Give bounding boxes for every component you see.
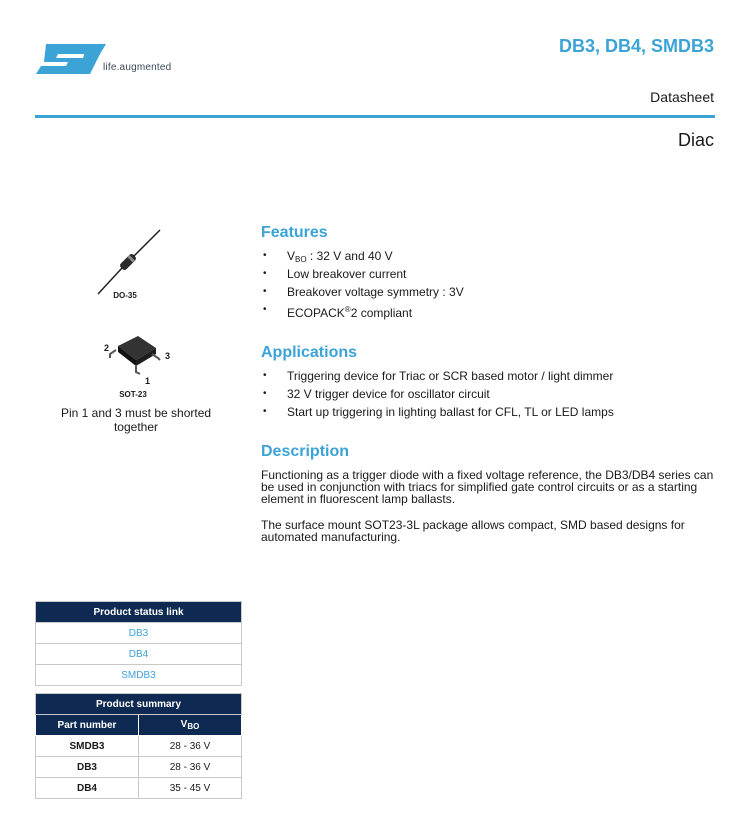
application-item: • Start up triggering in lighting ballast for CFL, TL or LED lamps — [261, 403, 614, 421]
table-row — [36, 778, 242, 799]
feature-item: • ECOPACK®2 compliant — [261, 301, 464, 319]
application-item: • Triggering device for Triac or SCR based motor / light dimmer — [261, 367, 614, 385]
vbo-cell: 28 - 36 V — [139, 757, 242, 778]
pin-label-2: 2 — [104, 343, 110, 353]
logo-tagline: life.augmented — [103, 62, 172, 73]
part-cell: DB3 — [36, 757, 139, 778]
feature-item: • Breakover voltage symmetry : 3V — [261, 283, 464, 301]
status-link-db4[interactable]: DB4 — [36, 644, 242, 665]
table-row — [36, 757, 242, 778]
col-part-number: Part number — [36, 715, 139, 736]
pin-note: Pin 1 and 3 must be shorted together — [60, 406, 212, 434]
do35-label: DO-35 — [113, 291, 137, 300]
product-summary-table — [35, 693, 242, 799]
part-cell: SMDB3 — [36, 736, 139, 757]
do35-package-icon — [92, 226, 166, 298]
feature-item: • $V_{BO}$ : 32 V and 40 V — [261, 247, 464, 265]
applications-list — [261, 367, 614, 421]
description-paragraph: Functioning as a trigger diode with a fixed voltage reference, the DB3/DB4 series can be used in conjunction with triacs for simplified gate control circuits or as a starting element in fluorescent lamp ballasts. — [261, 468, 714, 506]
vbo-cell: 28 - 36 V — [139, 736, 242, 757]
sot23-package-icon — [108, 330, 164, 376]
features-list — [261, 247, 464, 319]
document-title: DB3, DB4, SMDB3 — [558, 36, 714, 56]
description-paragraph: The surface mount SOT23-3L package allows compact, SMD based designs for automated manufacturing. — [261, 518, 685, 544]
document-type: Datasheet — [650, 89, 714, 105]
summary-table-header: Product summary — [36, 694, 242, 715]
table-row — [36, 736, 242, 757]
status-link-smdb3[interactable]: SMDB3 — [36, 665, 242, 686]
product-type: Diac — [677, 130, 714, 150]
col-vbo: $V_{BO}$ — [139, 715, 242, 736]
features-heading: Features — [261, 224, 328, 241]
pin-label-3: 3 — [165, 351, 171, 361]
status-table-header: Product status link — [36, 602, 242, 623]
product-status-table — [35, 601, 242, 686]
applications-heading: Applications — [261, 344, 358, 361]
application-item: • 32 V trigger device for oscillator circuit — [261, 385, 614, 403]
sot23-label: SOT-23 — [119, 390, 147, 399]
feature-item: • Low breakover current — [261, 265, 464, 283]
description-heading: Description — [261, 443, 350, 460]
vbo-cell: 35 - 45 V — [139, 778, 242, 799]
pin-label-1: 1 — [145, 376, 151, 386]
status-link-db3[interactable]: DB3 — [36, 623, 242, 644]
header-divider — [35, 115, 715, 118]
part-cell: DB4 — [36, 778, 139, 799]
